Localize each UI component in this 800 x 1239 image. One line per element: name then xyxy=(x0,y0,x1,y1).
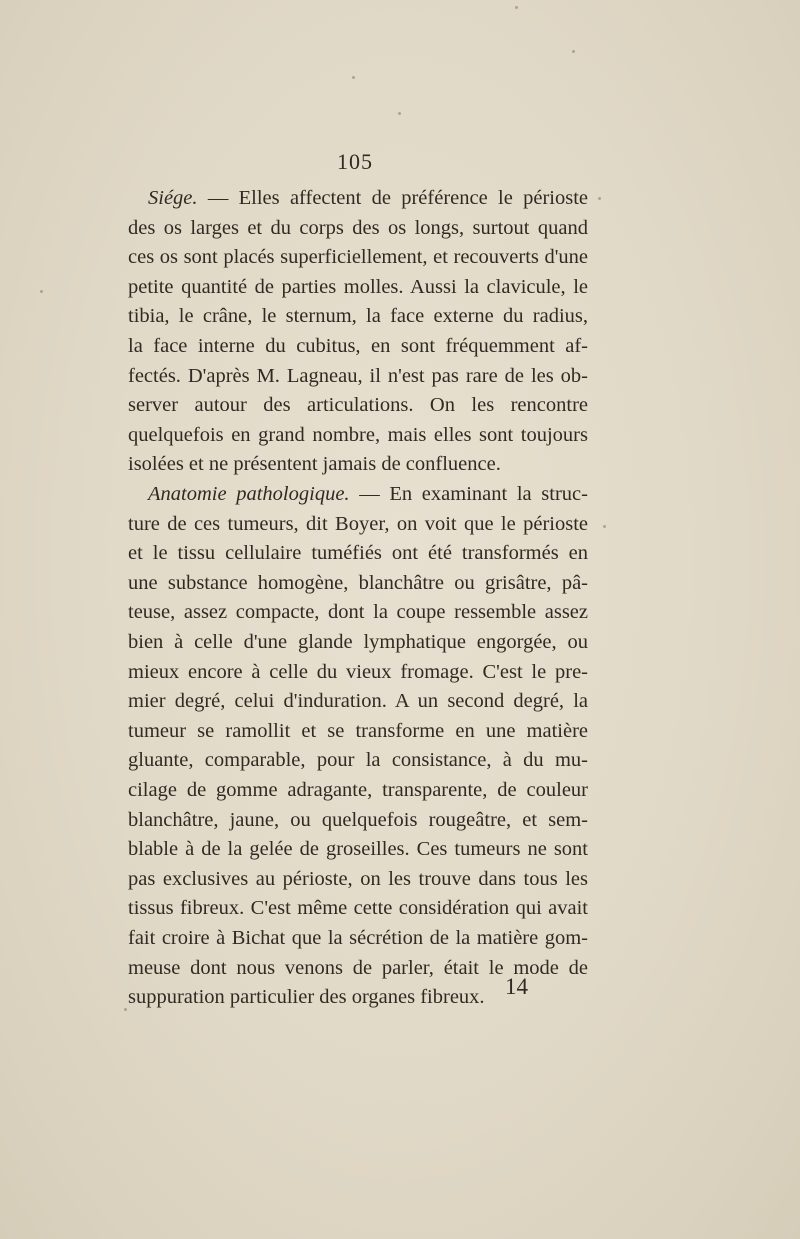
text-line: suppuration particulier des organes fibreux. xyxy=(128,986,485,1009)
text-line: mier degré, celui d'induration. A un second degré, la xyxy=(128,690,588,713)
text-line: tibia, le crâne, le sternum, la face externe du radius, xyxy=(128,305,588,328)
section-rubric: Siége. xyxy=(148,187,198,209)
text-line: teuse, assez compacte, dont la coupe ressemble assez xyxy=(128,601,588,624)
text-line: quelquefois en grand nombre, mais elles sont toujours xyxy=(128,423,588,446)
paper-speck xyxy=(603,525,606,528)
text-line: et le tissu cellulaire tuméfiés ont été transformés en xyxy=(128,542,588,565)
text-line: la face interne du cubitus, en sont fréquemment af- xyxy=(128,334,588,357)
paper-speck xyxy=(398,112,401,115)
text-line: Anatomie pathologique. — En examinant la struc- xyxy=(148,483,588,505)
text-line: mieux encore à celle du vieux fromage. C'est le pre- xyxy=(128,660,588,683)
text-line: tumeur se ramollit et se transforme en une matière xyxy=(128,719,588,742)
paper-speck xyxy=(598,197,601,200)
text-line: ces os sont placés superficiellement, et recouverts d'une xyxy=(128,246,588,269)
section-rubric: Anatomie pathologique. xyxy=(148,483,350,505)
paper-speck xyxy=(515,6,518,9)
paragraph-siege xyxy=(128,184,588,480)
paper-speck xyxy=(352,76,355,79)
text-line: bien à celle d'une glande lymphatique engorgée, ou xyxy=(128,630,588,653)
text-line: petite quantité de parties molles. Aussi la clavicule, le xyxy=(128,275,588,298)
text-line: des os larges et du corps des os longs, surtout quand xyxy=(128,216,588,239)
text-line: blanchâtre, jaune, ou quelquefois rougeâtre, et sem- xyxy=(128,808,588,831)
text-line: server autour des articulations. On les rencontre xyxy=(128,394,588,417)
signature-mark: 14 xyxy=(505,974,528,999)
text-line: une substance homogène, blanchâtre ou grisâtre, pâ- xyxy=(128,571,588,594)
text-line: fait croire à Bichat que la sécrétion de la matière gom- xyxy=(128,926,588,949)
text-line: blable à de la gelée de groseilles. Ces tumeurs ne sont xyxy=(128,838,588,861)
paper-speck xyxy=(40,290,43,293)
paragraph-anatomie xyxy=(128,480,588,1013)
text-line: gluante, comparable, pour la consistance, à du mu- xyxy=(128,749,588,772)
text-line: fectés. D'après M. Lagneau, il n'est pas rare de les ob- xyxy=(128,364,588,387)
paper-speck xyxy=(124,1008,127,1011)
page-number: 105 xyxy=(337,149,373,174)
text-line: isolées et ne présentent jamais de confluence. xyxy=(128,453,501,476)
text-line: tissus fibreux. C'est même cette considération qui avait xyxy=(128,897,588,920)
text-line: pas exclusives au périoste, on les trouve dans tous les xyxy=(128,867,588,890)
paper-speck xyxy=(572,50,575,53)
text-line: meuse dont nous venons de parler, était le mode de xyxy=(128,956,588,979)
text-line: cilage de gomme adragante, transparente, de couleur xyxy=(128,778,588,801)
text-line: Siége. — Elles affectent de préférence le périoste xyxy=(148,187,588,209)
text-line: ture de ces tumeurs, dit Boyer, on voit que le périoste xyxy=(128,512,588,535)
